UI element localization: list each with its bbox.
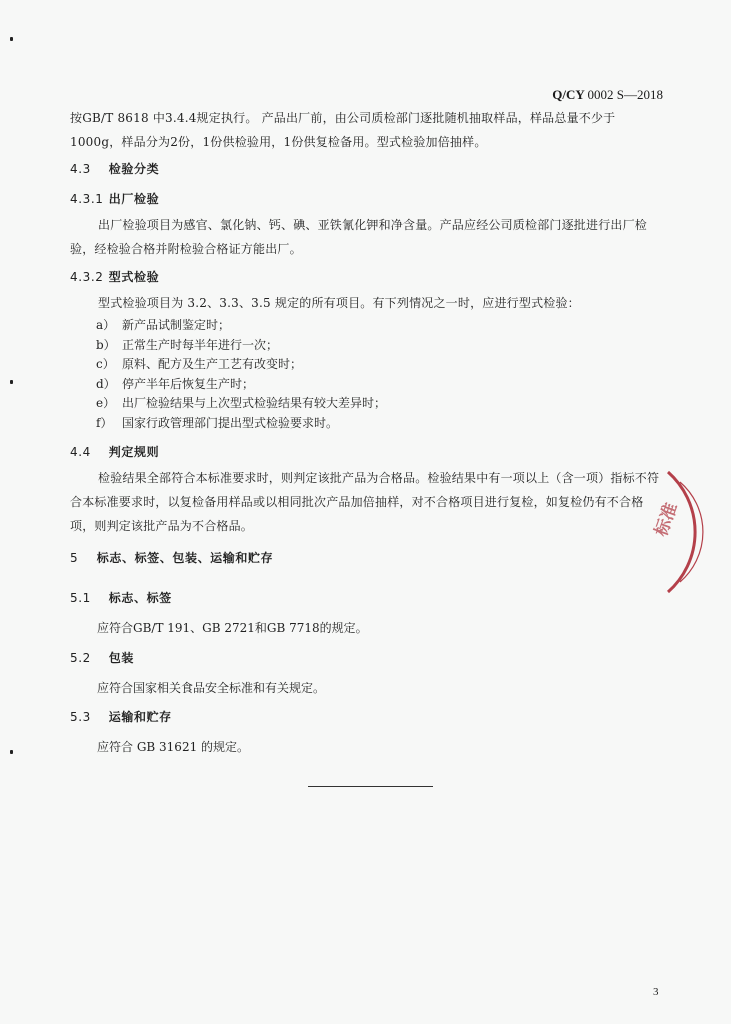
standard-code-prefix: Q/CY: [552, 87, 585, 102]
page-number: 3: [653, 986, 659, 998]
section-4-3-2-text: 型式检验项目为 3.2、3.3、3.5 规定的所有项目。有下列情况之一时，应进行型式检验：: [98, 296, 580, 310]
heading-number: 5.2: [70, 651, 91, 665]
standard-code: [552, 87, 663, 103]
list-item: f） 国家行政管理部门提出型式检验要求时。: [96, 415, 339, 430]
list-item: a） 新产品试制鉴定时；: [96, 318, 231, 332]
heading-title: 判定规则: [108, 445, 160, 459]
heading-number: 4.3.1: [70, 192, 104, 206]
section-4-4-text: 检验结果全部符合本标准要求时，则判定该批产品为合格品。检验结果中有一项以上（含一项）指标不符合本标准要求时，以复检备用样品或以相同批次产品加倍抽样，对不合格项目进行复检，如复检仍有不合格项，则判定该批产品为不合格品。: [70, 471, 660, 533]
section-5-3-text: 应符合 GB 31621 的规定。: [97, 740, 250, 754]
list-item: e） 出厂检验结果与上次型式检验结果有较大差异时；: [96, 396, 387, 410]
heading-5-3: [70, 708, 172, 725]
list-item: c） 原料、配方及生产工艺有改变时；: [96, 357, 303, 371]
section-4-2-continued: 按GB/T 8618 中3.4.4规定执行。 产品出厂前，由公司质检部门逐批随机抽取样品，样品总量不少于1000g，样品分为2份，1份供检验用，1份供复检备用。型式检验加倍抽样。: [70, 111, 616, 149]
heading-5-1: [70, 589, 172, 606]
scan-speck: [10, 37, 13, 41]
section-5-1-text: 应符合GB/T 191、GB 2721和GB 7718的规定。: [97, 621, 368, 635]
heading-title: 型式检验: [108, 270, 160, 284]
heading-4-3-1: [70, 190, 159, 207]
stamp-text: 标准: [651, 500, 682, 540]
red-seal-stamp: [640, 462, 731, 602]
list-item: b） 正常生产时每半年进行一次；: [96, 337, 279, 352]
scan-speck: [10, 750, 13, 754]
heading-title: 运输和贮存: [108, 710, 172, 724]
heading-number: 5: [70, 551, 79, 565]
list-item: d） 停产半年后恢复生产时；: [96, 376, 255, 391]
heading-4-4: [70, 443, 159, 460]
heading-number: 4.3.2: [70, 270, 104, 284]
scan-speck: [10, 380, 13, 384]
heading-number: 4.4: [70, 445, 91, 459]
heading-title: 标志、标签、包装、运输和贮存: [96, 551, 274, 565]
heading-title: 检验分类: [108, 162, 160, 176]
heading-4-3-2: [70, 268, 159, 285]
section-5-2-text: 应符合国家相关食品安全标准和有关规定。: [97, 681, 326, 695]
heading-5-2: [70, 649, 134, 666]
section-4-3-1-text: 出厂检验项目为感官、氯化钠、钙、碘、亚铁氰化钾和净含量。产品应经公司质检部门逐批进行出厂检验，经检验合格并附检验合格证方能出厂。: [70, 218, 648, 256]
heading-number: 5.3: [70, 710, 91, 724]
heading-number: 5.1: [70, 591, 91, 605]
heading-title: 标志、标签: [108, 591, 172, 605]
end-rule: [308, 786, 433, 787]
heading-5: [70, 549, 273, 566]
heading-title: 出厂检验: [108, 192, 160, 206]
heading-title: 包装: [108, 651, 134, 665]
heading-4-3: [70, 160, 159, 177]
inspection-conditions-list: [96, 316, 386, 433]
standard-number: 0002 S—2018: [587, 87, 663, 102]
heading-number: 4.3: [70, 162, 91, 176]
